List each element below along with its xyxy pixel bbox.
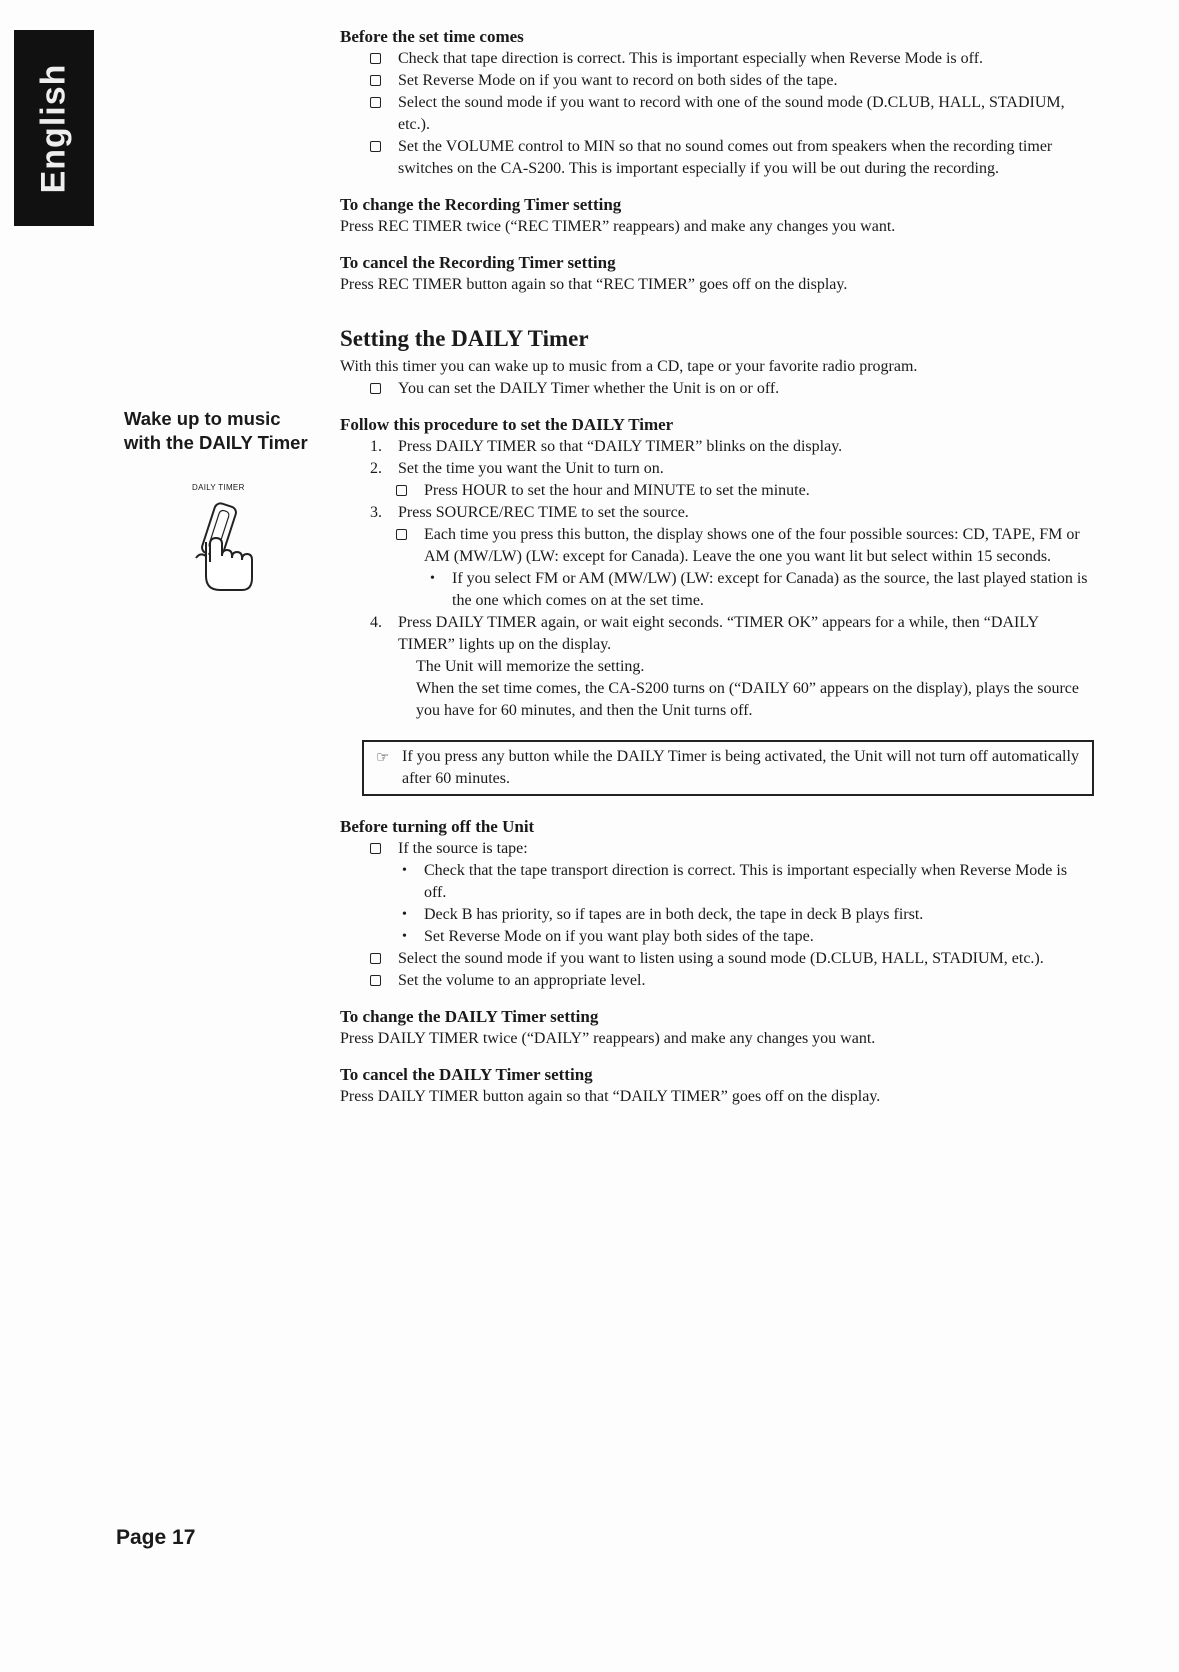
checkbox-icon — [370, 953, 381, 964]
checkbox-icon — [370, 975, 381, 986]
main-content — [340, 26, 1090, 1122]
side-heading-line1: Wake up to music — [124, 408, 281, 429]
before-off-title: Before turning off the Unit — [340, 817, 535, 836]
list-item: Set the volume to an appropriate level. — [370, 970, 1090, 992]
list-item: Set the VOLUME control to MIN so that no sound comes out from speakers when the recording timer switches on the CA-S200. This is important especially if you will be out during the recording. — [370, 136, 1090, 180]
change-rec-text: Press REC TIMER twice (“REC TIMER” reappears) and make any changes you want. — [340, 218, 896, 235]
procedure-section — [340, 414, 1090, 722]
step-4: 4. Press DAILY TIMER again, or wait eight seconds. “TIMER OK” appears for a while, then “DAILY TIMER” lights up on the display. — [370, 614, 1039, 653]
before-set-time-section — [340, 26, 1090, 180]
change-rec-title: To change the Recording Timer setting — [340, 195, 622, 214]
list-item: If the source is tape: — [370, 838, 1090, 860]
finger-press-button-icon — [186, 498, 266, 598]
step-3-bullet: • If you select FM or AM (MW/LW) (LW: except for Canada) as the source, the last played station is the one which comes on at the set time. — [430, 570, 1088, 609]
list-item: You can set the DAILY Timer whether the Unit is on or off. — [370, 378, 1090, 400]
change-daily-title: To change the DAILY Timer setting — [340, 1007, 599, 1026]
step-3-item: Each time you press this button, the display shows one of the four possible sources: CD, TAPE, FM or AM (MW/LW) (LW: except for Canada). Leave the one you want lit but select within 15 seconds. — [396, 524, 1090, 568]
checkbox-icon — [370, 75, 381, 86]
page-number: Page 17 — [116, 1526, 196, 1549]
list-item: Select the sound mode if you want to record with one of the sound mode (D.CLUB, HALL, STADIUM, etc.). — [370, 92, 1090, 136]
bullet-item: • Check that the tape transport direction is correct. This is important especially when Reverse Mode is off. — [402, 862, 1068, 901]
checkbox-icon — [370, 383, 381, 394]
checkbox-icon — [396, 485, 407, 496]
step-4-memo: The Unit will memorize the setting. — [416, 658, 645, 675]
checkbox-icon — [370, 97, 381, 108]
before-off-section — [340, 816, 1090, 992]
bullet-item: • Set Reverse Mode on if you want play both sides of the tape. — [402, 928, 814, 945]
language-tab — [14, 30, 94, 226]
side-heading-line2: with the DAILY Timer — [124, 432, 308, 453]
change-daily-section — [340, 1006, 1090, 1050]
daily-section — [340, 324, 1090, 400]
note-text: If you press any button while the DAILY Timer is being activated, the Unit will not turn off automatically after 60 minutes. — [402, 748, 1079, 787]
change-rec-section — [340, 194, 1090, 238]
daily-timer-icon-label: DAILY TIMER — [192, 483, 245, 492]
step-4-when: When the set time comes, the CA-S200 turns on (“DAILY 60” appears on the display), plays the source you have for 60 minutes, and then the Unit turns off. — [416, 680, 1079, 719]
step-2-item: Press HOUR to set the hour and MINUTE to set the minute. — [396, 480, 1090, 502]
step-3: 3. Press SOURCE/REC TIME to set the source. — [370, 504, 689, 521]
list-item: Select the sound mode if you want to listen using a sound mode (D.CLUB, HALL, STADIUM, etc.). — [370, 948, 1090, 970]
cancel-daily-section — [340, 1064, 1090, 1108]
daily-intro: With this timer you can wake up to music from a CD, tape or your favorite radio program. — [340, 358, 918, 375]
checkbox-icon — [370, 843, 381, 854]
checkbox-icon — [370, 141, 381, 152]
before-set-time-title: Before the set time comes — [340, 27, 524, 46]
daily-title: Setting the DAILY Timer — [340, 326, 589, 351]
procedure-title: Follow this procedure to set the DAILY Timer — [340, 415, 674, 434]
cancel-rec-section — [340, 252, 1090, 296]
step-2: 2. Set the time you want the Unit to turn on. — [370, 460, 664, 477]
cancel-rec-text: Press REC TIMER button again so that “REC TIMER” goes off on the display. — [340, 276, 848, 293]
cancel-rec-title: To cancel the Recording Timer setting — [340, 253, 616, 272]
checkbox-icon — [370, 53, 381, 64]
checkbox-icon — [396, 529, 407, 540]
pointing-hand-icon: ☞ — [376, 750, 390, 766]
change-daily-text: Press DAILY TIMER twice (“DAILY” reappears) and make any changes you want. — [340, 1030, 876, 1047]
side-heading — [124, 407, 308, 455]
language-label: English — [34, 63, 73, 193]
note-box — [362, 740, 1094, 796]
list-item: Check that tape direction is correct. This is important especially when Reverse Mode is off. — [370, 48, 1090, 70]
step-1: 1. Press DAILY TIMER so that “DAILY TIMER” blinks on the display. — [370, 438, 843, 455]
list-item: Set Reverse Mode on if you want to record on both sides of the tape. — [370, 70, 1090, 92]
cancel-daily-title: To cancel the DAILY Timer setting — [340, 1065, 593, 1084]
cancel-daily-text: Press DAILY TIMER button again so that “DAILY TIMER” goes off on the display. — [340, 1088, 881, 1105]
bullet-item: • Deck B has priority, so if tapes are in both deck, the tape in deck B plays first. — [402, 906, 924, 923]
